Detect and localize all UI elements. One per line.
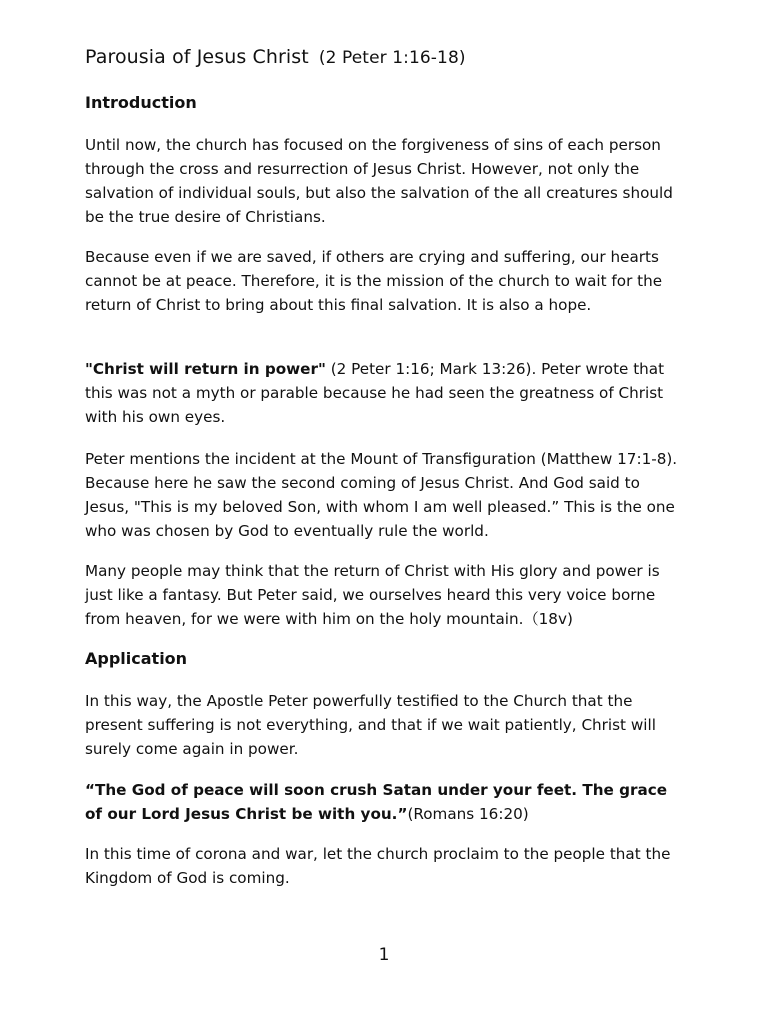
paragraph-7-reference: (Romans 16:20) <box>407 805 529 823</box>
paragraph-3-text: (2 Peter 1:16; Mark 13:26). Peter wrote that this was not a myth or parable because he had seen the greatness of Christ with his own eyes. <box>85 360 665 426</box>
paragraph-8: In this time of corona and war, let the church proclaim to the people that the Kingdom of God is coming. <box>85 845 671 887</box>
paragraph-3-quote: "Christ will return in power" <box>85 360 326 378</box>
paragraph-7-quote: “The God of peace will soon crush Satan under your feet. The grace of our Lord Jesus Christ be with you.” <box>85 781 668 823</box>
application-heading: Application <box>85 649 188 668</box>
paragraph-4: Peter mentions the incident at the Mount of Transfiguration (Matthew 17:1-8). Because here he saw the second coming of Jesus Christ. And God said to Jesus, "This is my beloved Son, with whom I am well pleased.” This is the one who was chosen by God to eventually rule the world. <box>85 450 678 540</box>
title-text: Parousia of Jesus Christ <box>85 46 309 68</box>
title-reference: (2 Peter 1:16-18) <box>318 48 466 68</box>
paragraph-1: Until now, the church has focused on the forgiveness of sins of each person through the cross and resurrection of Jesus Christ. However, not only the salvation of individual souls, but also the salvation of the all creatures should be the true desire of Christians. <box>85 136 673 226</box>
document-title <box>85 46 466 68</box>
paragraph-7 <box>85 778 685 826</box>
introduction-heading: Introduction <box>85 93 197 112</box>
page-number: 1 <box>378 945 390 965</box>
paragraph-2: Because even if we are saved, if others are crying and suffering, our hearts cannot be at peace. Therefore, it is the mission of the church to wait for the return of Christ to bring about this final salvation. It is also a hope. <box>85 248 663 314</box>
paragraph-5: Many people may think that the return of Christ with His glory and power is just like a fantasy. But Peter said, we ourselves heard this very voice borne from heaven, for we were with him on the holy mountain.（18v) <box>85 562 660 628</box>
paragraph-6: In this way, the Apostle Peter powerfully testified to the Church that the present suffering is not everything, and that if we wait patiently, Christ will surely come again in power. <box>85 692 656 758</box>
paragraph-3 <box>85 357 685 429</box>
